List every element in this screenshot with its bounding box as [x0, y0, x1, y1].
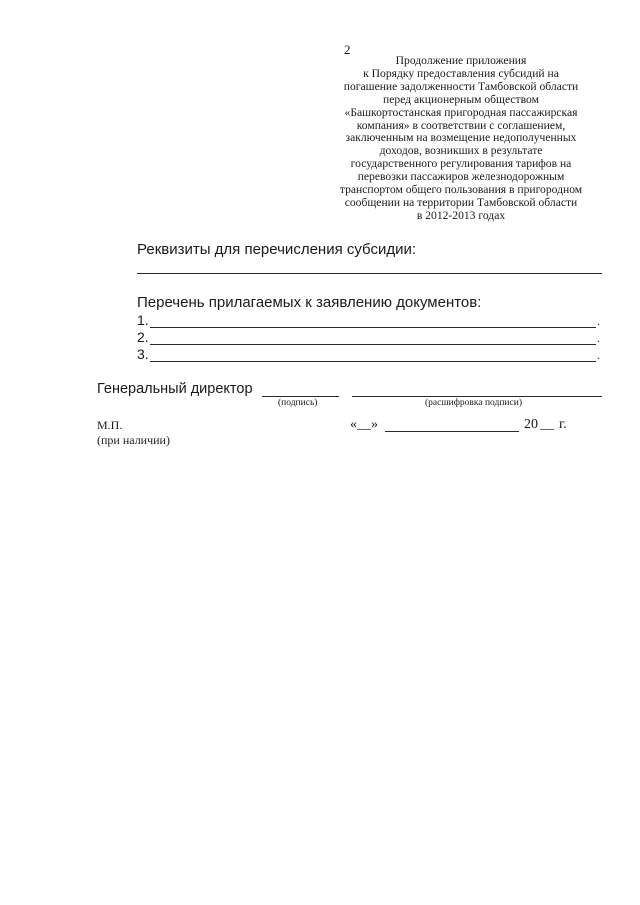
signature-decoding-line[interactable]	[352, 396, 602, 397]
stamp-note: (при наличии)	[97, 433, 170, 447]
document-item-number: 1.	[137, 312, 149, 328]
header-line: перевозки пассажиров железнодорожным	[357, 170, 565, 184]
documents-title: Перечень прилагаемых к заявлению документов:	[137, 294, 482, 311]
document-item-end: .	[597, 348, 600, 362]
header-line: перед акционерным обществом	[383, 92, 539, 106]
header-line: к Порядку предоставления субсидий на	[363, 66, 559, 80]
header-line: сообщении на территории Тамбовской области	[344, 195, 578, 209]
document-item-line[interactable]	[150, 344, 596, 345]
document-item-line[interactable]	[150, 361, 596, 362]
appendix-header	[320, 55, 602, 223]
director-label: Генеральный директор	[97, 381, 253, 397]
header-line: в 2012-2013 годах	[416, 208, 506, 222]
date-day[interactable]: «__»	[350, 417, 378, 432]
requisites-title: Реквизиты для перечисления субсидии:	[137, 241, 417, 258]
header-line: Продолжение приложения	[395, 54, 527, 67]
header-line: погашение задолженности Тамбовской области	[343, 79, 579, 93]
decoding-caption: (расшифровка подписи)	[425, 398, 522, 408]
page-number: 2	[344, 42, 351, 57]
date-year-unit: г.	[559, 417, 567, 432]
header-line: транспортом общего пользования в пригородном	[339, 183, 583, 197]
document-item-end: .	[597, 314, 600, 328]
stamp-label: М.П.	[97, 418, 123, 432]
document-item-number: 2.	[137, 329, 149, 345]
header-line: компания» в соответствии с соглашением,	[356, 118, 566, 132]
date-year-prefix: 20	[524, 417, 538, 432]
header-line: заключенным на возмещение недополученных	[345, 131, 577, 145]
date-month-line[interactable]	[385, 431, 519, 432]
document-item-line[interactable]	[150, 327, 596, 328]
requisites-fill-line[interactable]	[137, 273, 602, 274]
header-line: государственного регулирования тарифов на	[350, 157, 572, 171]
header-line: доходов, возникших в результате	[379, 144, 543, 158]
header-line: «Башкортостанская пригородная пассажирская	[344, 105, 578, 119]
date-year-blank[interactable]: __	[540, 417, 554, 432]
document-item-number: 3.	[137, 346, 149, 362]
signature-caption: (подпись)	[278, 398, 318, 408]
document-item-end: .	[597, 331, 600, 345]
signature-line[interactable]	[262, 396, 339, 397]
